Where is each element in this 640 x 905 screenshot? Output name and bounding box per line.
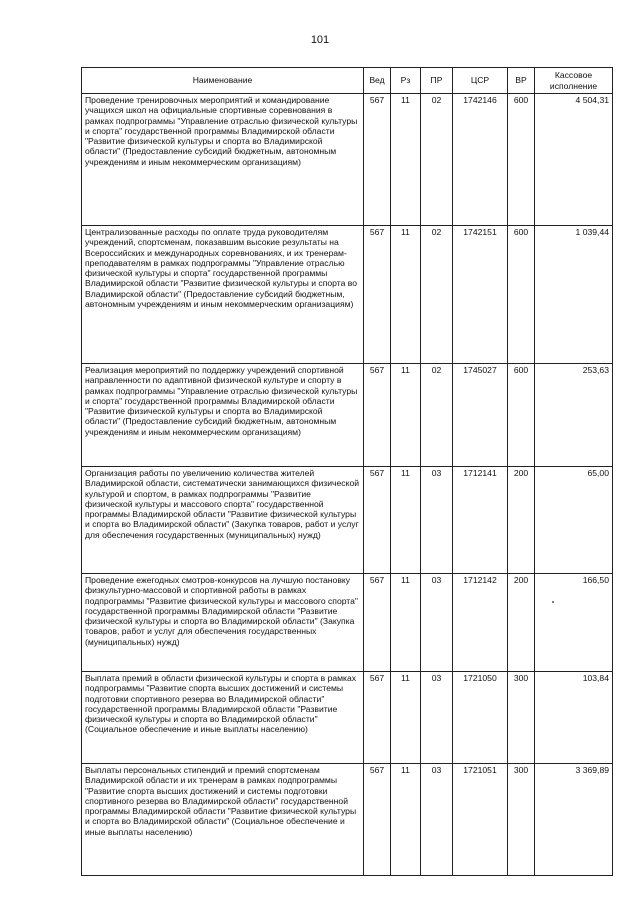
header-vr: ВР: [508, 68, 535, 94]
row-ved: 567: [364, 364, 391, 467]
budget-execution-table: [81, 67, 613, 876]
row-pr: 03: [421, 672, 453, 764]
row-csr: 1712142: [453, 574, 508, 672]
header-row: [82, 68, 613, 94]
row-vr: 200: [508, 574, 535, 672]
row-name: Выплата премий в области физической культуры и спорта в рамках подпрограммы "Развитие спорта высших достижений и системы подготовки спортивного резерва во Владимирской области" государственной программы Владимирской области "Развитие физической культуры и спорта во Владимирской области" (Социальное обеспечение и иные выплаты населению): [82, 672, 364, 764]
row-vr: 600: [508, 364, 535, 467]
row-ved: 567: [364, 226, 391, 364]
row-amount: 166,50: [535, 574, 613, 672]
header-ved: Вед: [364, 68, 391, 94]
row-rz: 11: [391, 226, 421, 364]
row-pr: 03: [421, 467, 453, 574]
row-vr: 600: [508, 94, 535, 226]
table-row: [82, 672, 613, 764]
row-name: Организация работы по увеличению количества жителей Владимирской области, систематически занимающихся физической культурой и спортом, в рамках подпрограммы "Развитие физической культуры и массового спорта" государственной программы Владимирской области "Развитие физической культуры и спорта во Владимирской области" (Закупка товаров, работ и услуг для обеспечения государственных (муниципальных) нужд): [82, 467, 364, 574]
row-vr: 600: [508, 226, 535, 364]
scan-speck: [552, 601, 554, 603]
table-row: [82, 467, 613, 574]
row-pr: 03: [421, 764, 453, 876]
row-amount: 4 504,31: [535, 94, 613, 226]
header-name: Наименование: [82, 68, 364, 94]
row-name: Проведение тренировочных мероприятий и командирование учащихся школ на официальные спортивные соревнования в рамках подпрограммы "Управление отраслью физической культуры и спорта" государственной программы Владимирской области "Развитие физической культуры и спорта во Владимирской области" (Предоставление субсидий бюджетным, автономным учреждениям и иным некоммерческим организациям): [82, 94, 364, 226]
row-csr: 1712141: [453, 467, 508, 574]
row-vr: 300: [508, 764, 535, 876]
row-pr: 02: [421, 94, 453, 226]
page-number: 101: [310, 34, 330, 46]
table-row: [82, 574, 613, 672]
row-name: Выплаты персональных стипендий и премий спортсменам Владимирской области и их тренерам в рамках подпрограммы "Развитие спорта высших достижений и системы подготовки спортивного резерва во Владимирской области" государственной программы Владимирской области "Развитие физической культуры и спорта во Владимирской области" (Социальное обеспечение и иные выплаты населению): [82, 764, 364, 876]
header-rz: Рз: [391, 68, 421, 94]
table-body: [82, 94, 613, 876]
table-row: [82, 364, 613, 467]
header-amount: Кассовое исполнение: [535, 68, 613, 94]
table-header: [82, 68, 613, 94]
row-pr: 03: [421, 574, 453, 672]
row-vr: 200: [508, 467, 535, 574]
row-rz: 11: [391, 364, 421, 467]
row-csr: 1742146: [453, 94, 508, 226]
row-rz: 11: [391, 764, 421, 876]
table-row: [82, 764, 613, 876]
row-name: Проведение ежегодных смотров-конкурсов на лучшую постановку физкультурно-массовой и спортивной работы в рамках подпрограммы "Развитие физической культуры и массового спорта" государственной программы Владимирской области "Развитие физической культуры и спорта во Владимирской области" (Закупка товаров, работ и услуг для обеспечения государственных (муниципальных) нужд): [82, 574, 364, 672]
table-row: [82, 226, 613, 364]
row-csr: 1745027: [453, 364, 508, 467]
row-ved: 567: [364, 94, 391, 226]
row-ved: 567: [364, 764, 391, 876]
row-rz: 11: [391, 467, 421, 574]
row-amount: 1 039,44: [535, 226, 613, 364]
row-pr: 02: [421, 364, 453, 467]
row-amount: 65,00: [535, 467, 613, 574]
row-csr: 1742151: [453, 226, 508, 364]
header-pr: ПР: [421, 68, 453, 94]
row-ved: 567: [364, 672, 391, 764]
row-rz: 11: [391, 574, 421, 672]
row-vr: 300: [508, 672, 535, 764]
row-name: Реализация мероприятий по поддержку учреждений спортивной направленности по адаптивной физической культуре и спорту в рамках подпрограммы "Управление отраслью физической культуры и спорта" государственной программы Владимирской области "Развитие физической культуры и спорта во Владимирской области" (Предоставление субсидий бюджетным, автономным учреждениям и иным некоммерческим организациям): [82, 364, 364, 467]
table-row: [82, 94, 613, 226]
row-amount: 3 369,89: [535, 764, 613, 876]
row-rz: 11: [391, 672, 421, 764]
row-ved: 567: [364, 467, 391, 574]
row-csr: 1721051: [453, 764, 508, 876]
row-name: Централизованные расходы по оплате труда руководителям учреждений, спортсменам, показавшим высокие результаты на Всероссийских и международных соревнованиях, и их тренерам-преподавателям в рамках подпрограммы "Управление отраслью физической культуры и спорта" государственной программы Владимирской области "Развитие физической культуры и спорта во Владимирской области" (Предоставление субсидий бюджетным, автономным учреждениям и иным некоммерческим организациям): [82, 226, 364, 364]
row-rz: 11: [391, 94, 421, 226]
row-csr: 1721050: [453, 672, 508, 764]
header-csr: ЦСР: [453, 68, 508, 94]
row-amount: 253,63: [535, 364, 613, 467]
row-pr: 02: [421, 226, 453, 364]
row-ved: 567: [364, 574, 391, 672]
row-amount: 103,84: [535, 672, 613, 764]
